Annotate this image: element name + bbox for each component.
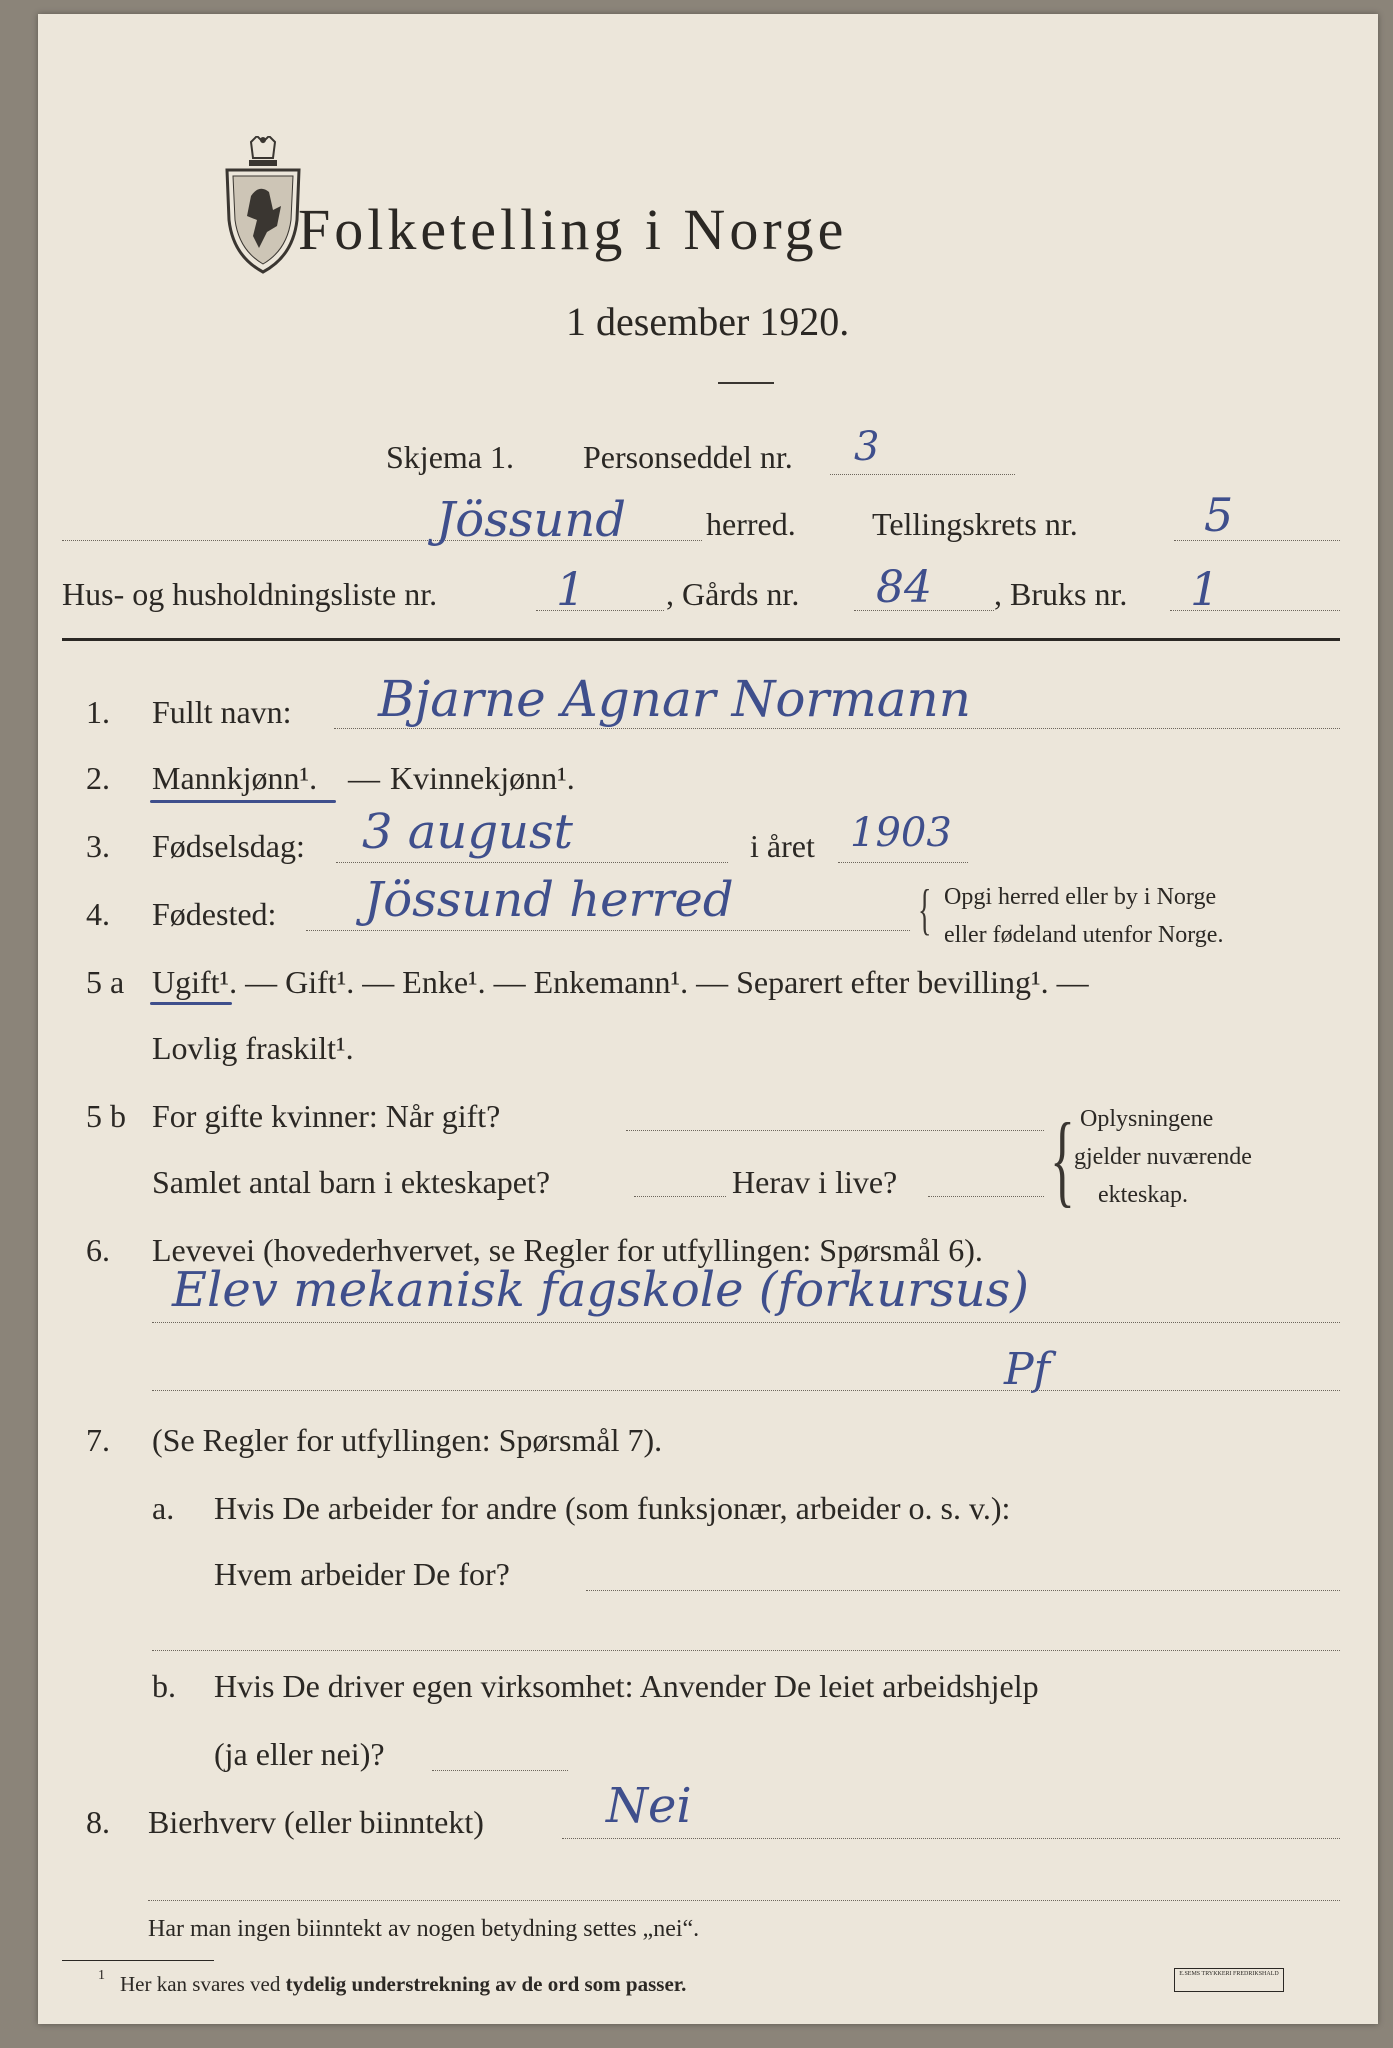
- q4-value: Jössund herred: [364, 872, 734, 928]
- q1-line: [334, 728, 1340, 729]
- footnote-marker: 1: [98, 1968, 105, 1983]
- q7a-line-1: [586, 1590, 1340, 1591]
- q3-number: 3.: [86, 828, 110, 864]
- q5b-children-line: [634, 1196, 726, 1197]
- q1-number: 1.: [86, 694, 110, 730]
- q6-mark: Pf: [1004, 1344, 1050, 1395]
- q8-label: Bierhverv (eller biinntekt): [148, 1804, 484, 1840]
- q4-brace: {: [918, 879, 932, 941]
- q8-number: 8.: [86, 1804, 110, 1840]
- personseddel-value: 3: [854, 424, 880, 470]
- q3-year-line: [838, 862, 968, 863]
- q8-value: Nei: [606, 1778, 692, 1834]
- gards-label: , Gårds nr.: [666, 576, 800, 612]
- q5b-alive-line: [928, 1196, 1044, 1197]
- gards-value: 84: [876, 562, 932, 613]
- printer-stamp: E.SEMS TRYKKERI FREDRIKSHALD: [1174, 1968, 1284, 1992]
- q6-label: Levevei (hovederhvervet, se Regler for utfyllingen: Spørsmål 6).: [152, 1232, 983, 1268]
- q5b-brace: {: [1050, 1102, 1075, 1217]
- footnote-text-bold: tydelig understrekning av de ord som passer.: [285, 1972, 687, 1996]
- q5b-when-line: [626, 1130, 1044, 1131]
- title-divider: [718, 382, 774, 384]
- q3-date-line: [336, 862, 728, 863]
- herred-label: herred.: [706, 506, 796, 542]
- footnote-rule: [62, 1960, 214, 1961]
- q2-female: Kvinnekjønn¹.: [390, 760, 575, 796]
- q8-note: Har man ingen biinntekt av nogen betydning settes „nei“.: [148, 1916, 700, 1942]
- skjema-label: Skjema 1.: [386, 439, 514, 475]
- q7b-line: [432, 1770, 568, 1771]
- footnote-text-plain: Her kan svares ved: [120, 1972, 286, 1996]
- q5a-options-2: Lovlig fraskilt¹.: [152, 1030, 354, 1066]
- personseddel-line: [830, 474, 1015, 475]
- form-title: Folketelling i Norge: [298, 197, 848, 262]
- q7a-text-2: Hvem arbeider De for?: [214, 1556, 510, 1592]
- census-form: [38, 14, 1378, 2024]
- coat-of-arms-icon: [223, 136, 303, 276]
- q4-note-1: Opgi herred eller by i Norge: [944, 884, 1217, 910]
- q7a-line-2: [152, 1650, 1340, 1651]
- q5b-note-2: gjelder nuværende: [1074, 1144, 1252, 1170]
- herred-value: Jössund: [436, 492, 626, 548]
- form-date: 1 desember 1920.: [566, 299, 850, 344]
- q7a-letter: a.: [152, 1490, 175, 1526]
- q4-line: [306, 930, 910, 931]
- husliste-label: Hus- og husholdningsliste nr.: [62, 576, 438, 612]
- q7b-text: Hvis De driver egen virksomhet: Anvender De leiet arbeidshjelp: [214, 1668, 1039, 1704]
- personseddel-label: Personseddel nr.: [583, 439, 793, 475]
- bruks-label: , Bruks nr.: [994, 576, 1128, 612]
- q6-line-2: [152, 1390, 1340, 1391]
- q7b-text-2: (ja eller nei)?: [214, 1736, 385, 1772]
- q5b-note-1: Oplysningene: [1080, 1106, 1214, 1132]
- q7a-text: Hvis De arbeider for andre (som funksjonær, arbeider o. s. v.):: [214, 1490, 1011, 1526]
- q4-label: Fødested:: [152, 896, 277, 932]
- q3-year-label: i året: [750, 828, 815, 864]
- q5b-label-1: For gifte kvinner: Når gift?: [152, 1098, 501, 1134]
- tellingskrets-line: [1174, 540, 1340, 541]
- q7-label: (Se Regler for utfyllingen: Spørsmål 7).: [152, 1422, 663, 1458]
- q3-value: 3 august: [362, 804, 573, 860]
- q4-number: 4.: [86, 896, 110, 932]
- q5b-label-3: Herav i live?: [732, 1164, 898, 1200]
- q7-number: 7.: [86, 1422, 110, 1458]
- q5a-ugift-underline: [150, 1002, 232, 1005]
- q4-note-2: eller fødeland utenfor Norge.: [944, 922, 1224, 948]
- q5a-number: 5 a: [86, 964, 125, 1000]
- q7b-letter: b.: [152, 1668, 176, 1704]
- tellingskrets-value: 5: [1204, 488, 1234, 542]
- tellingskrets-label: Tellingskrets nr.: [872, 506, 1078, 542]
- q1-value: Bjarne Agnar Normann: [378, 670, 971, 728]
- q1-label: Fullt navn:: [152, 694, 292, 730]
- q6-value: Elev mekanisk fagskole (forkursus): [172, 1262, 1029, 1318]
- q6-number: 6.: [86, 1232, 110, 1268]
- q5a-options: Ugift¹. — Gift¹. — Enke¹. — Enkemann¹. — Separert efter bevilling¹. —: [152, 964, 1089, 1000]
- husliste-value: 1: [556, 562, 586, 616]
- q6-line-1: [152, 1322, 1340, 1323]
- q3-label: Fødselsdag:: [152, 828, 305, 864]
- q2-male: Mannkjønn¹.: [152, 760, 318, 796]
- q2-number: 2.: [86, 760, 110, 796]
- header-rule: [62, 638, 1340, 641]
- q3-year-value: 1903: [850, 810, 952, 856]
- q2-separator: —: [348, 760, 380, 796]
- bruks-value: 1: [1190, 562, 1220, 616]
- q5b-label-2: Samlet antal barn i ekteskapet?: [152, 1164, 551, 1200]
- q2-male-underline: [150, 800, 336, 803]
- q8-line-2: [148, 1900, 1340, 1901]
- q5b-number: 5 b: [86, 1098, 126, 1134]
- footnote-text: [120, 1972, 686, 1997]
- q5b-note-3: ekteskap.: [1098, 1182, 1188, 1208]
- q8-line-1: [562, 1838, 1340, 1839]
